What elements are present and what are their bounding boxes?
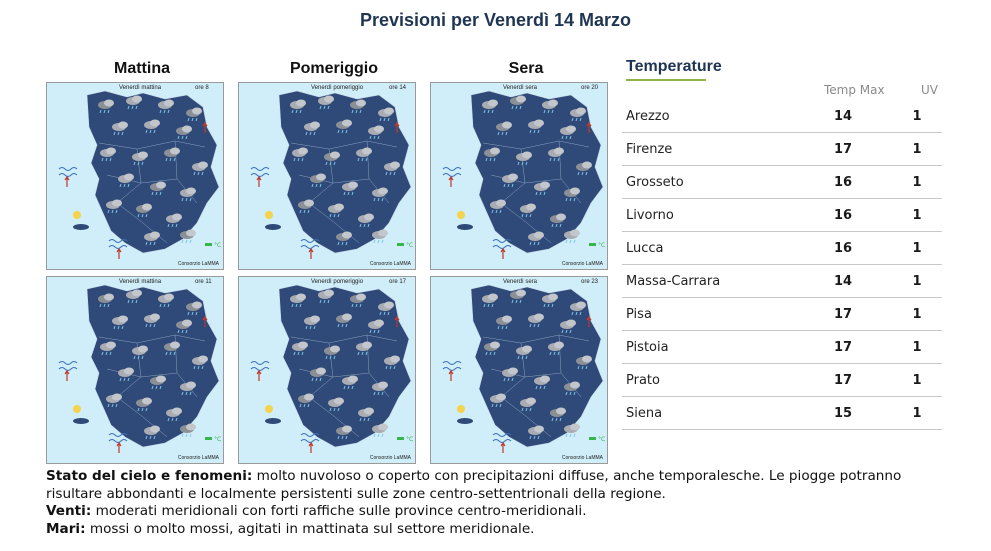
uv-index: 1 — [878, 265, 942, 298]
temp-max: 17 — [808, 364, 878, 397]
temperature-trend-icon — [589, 437, 596, 440]
region-shape — [87, 91, 222, 253]
tuscany-map — [47, 83, 223, 269]
title-underline — [626, 79, 706, 81]
sea-label: Mari: — [46, 520, 86, 537]
table-row — [622, 331, 942, 364]
waves-icon — [59, 362, 77, 365]
region-shape — [279, 285, 414, 447]
map-hour: ore 17 — [389, 279, 407, 285]
forecast-description — [46, 468, 946, 538]
map-credit: Consorzio LaMMA — [177, 261, 219, 267]
temp-max: 15 — [808, 397, 878, 430]
waves-icon — [251, 168, 269, 171]
tuscany-map — [47, 277, 223, 463]
temp-max: 17 — [808, 298, 878, 331]
city-name: Livorno — [622, 199, 808, 232]
sun-icon — [457, 211, 465, 219]
uv-index: 1 — [878, 166, 942, 199]
temperature-trend-icon — [397, 243, 404, 246]
celsius-icon: °C — [598, 436, 606, 443]
temp-max: 17 — [808, 331, 878, 364]
waves-icon — [251, 368, 269, 371]
tuscany-map — [431, 277, 607, 463]
map-credit: Consorzio LaMMA — [369, 261, 411, 267]
wind-arrow-icon — [309, 249, 313, 259]
map-hour: ore 11 — [195, 279, 212, 285]
table-row — [622, 265, 942, 298]
waves-icon — [493, 440, 511, 443]
map-label: Venerdì mattina — [119, 279, 162, 285]
waves-icon — [443, 168, 461, 171]
col-header-tmax: Temp Max — [824, 83, 885, 97]
elba-island — [73, 224, 89, 230]
celsius-icon: °C — [406, 436, 414, 443]
celsius-icon: °C — [598, 242, 606, 249]
elba-island — [457, 418, 473, 424]
col-header-uv: UV — [921, 83, 938, 97]
column-pomeriggio: Pomeriggio — [289, 60, 378, 77]
temp-max: 16 — [808, 199, 878, 232]
waves-icon — [493, 246, 511, 249]
wind-arrow-icon — [65, 371, 69, 381]
forecast-map[interactable] — [46, 82, 224, 270]
temperature-title: Temperature — [626, 58, 722, 75]
forecast-map[interactable] — [430, 82, 608, 270]
tuscany-map — [239, 83, 415, 269]
waves-icon — [109, 440, 127, 443]
forecast-map[interactable] — [46, 276, 224, 464]
wind-paragraph — [46, 503, 946, 521]
city-name: Prato — [622, 364, 808, 397]
uv-index: 1 — [878, 364, 942, 397]
sky-paragraph — [46, 468, 946, 503]
sun-icon — [73, 211, 81, 219]
map-hour: ore 14 — [389, 85, 407, 91]
temperature-table — [622, 100, 942, 430]
wind-arrow-icon — [449, 371, 453, 381]
table-row — [622, 364, 942, 397]
forecast-map[interactable] — [238, 82, 416, 270]
map-hour: ore 20 — [581, 85, 599, 91]
wind-arrow-icon — [65, 177, 69, 187]
temperature-trend-icon — [589, 243, 596, 246]
sky-text: molto nuvoloso o coperto con precipitazioni diffuse, anche temporalesche. Le piogge potranno risultare abbondanti e localmente persistenti sulle zone centro-settentrionali della regione. — [46, 468, 902, 502]
waves-icon — [301, 440, 319, 443]
city-name: Arezzo — [622, 100, 808, 133]
sea-paragraph — [46, 521, 946, 539]
uv-index: 1 — [878, 331, 942, 364]
column-sera: Sera — [508, 60, 544, 77]
uv-index: 1 — [878, 298, 942, 331]
waves-icon — [59, 174, 77, 177]
city-name: Siena — [622, 397, 808, 430]
uv-index: 1 — [878, 397, 942, 430]
uv-index: 1 — [878, 232, 942, 265]
sun-icon — [457, 405, 465, 413]
map-credit: Consorzio LaMMA — [561, 261, 603, 267]
uv-index: 1 — [878, 100, 942, 133]
city-name: Pistoia — [622, 331, 808, 364]
map-label: Venerdì pomeriggio — [311, 85, 364, 91]
uv-index: 1 — [878, 199, 942, 232]
tuscany-map — [239, 277, 415, 463]
page-title: Previsioni per Venerdì 14 Marzo — [359, 10, 632, 30]
map-credit: Consorzio LaMMA — [561, 455, 603, 461]
waves-icon — [251, 362, 269, 365]
wind-arrow-icon — [257, 371, 261, 381]
map-credit: Consorzio LaMMA — [369, 455, 411, 461]
region-shape — [471, 285, 606, 447]
map-label: Venerdì pomeriggio — [311, 279, 364, 285]
column-mattina: Mattina — [114, 60, 170, 77]
wind-text: moderati meridionali con forti raffiche sulle province centro-meridionali. — [91, 503, 587, 519]
wind-arrow-icon — [117, 249, 121, 259]
table-row — [622, 100, 942, 133]
sea-text: mossi o molto mossi, agitati in mattinata sul settore meridionale. — [85, 520, 535, 537]
waves-icon — [109, 246, 127, 249]
region-shape — [471, 91, 606, 253]
city-name: Firenze — [622, 133, 808, 166]
wind-label: Venti: — [46, 503, 92, 519]
temp-max: 17 — [808, 133, 878, 166]
elba-island — [265, 418, 281, 424]
map-hour: ore 23 — [581, 279, 599, 285]
temperature-trend-icon — [205, 437, 212, 440]
elba-island — [457, 224, 473, 230]
waves-icon — [443, 362, 461, 365]
waves-icon — [59, 368, 77, 371]
table-row — [622, 133, 942, 166]
forecast-map[interactable] — [238, 276, 416, 464]
temp-max: 16 — [808, 232, 878, 265]
waves-icon — [443, 174, 461, 177]
temp-max: 14 — [808, 100, 878, 133]
wind-arrow-icon — [257, 177, 261, 187]
map-hour: ore 8 — [195, 85, 209, 91]
wind-arrow-icon — [309, 443, 313, 453]
city-name: Lucca — [622, 232, 808, 265]
wind-arrow-icon — [117, 443, 121, 453]
map-credit: Consorzio LaMMA — [177, 455, 219, 461]
table-row — [622, 232, 942, 265]
elba-island — [73, 418, 89, 424]
map-label: Venerdì sera — [503, 85, 538, 91]
tuscany-map — [431, 83, 607, 269]
map-label: Venerdì sera — [503, 279, 538, 285]
wind-arrow-icon — [449, 177, 453, 187]
table-row — [622, 298, 942, 331]
city-name: Massa-Carrara — [622, 265, 808, 298]
waves-icon — [59, 168, 77, 171]
waves-icon — [301, 246, 319, 249]
celsius-icon: °C — [214, 436, 222, 443]
celsius-icon: °C — [214, 242, 222, 249]
sun-icon — [73, 405, 81, 413]
region-shape — [279, 91, 414, 253]
table-row — [622, 199, 942, 232]
wind-arrow-icon — [501, 249, 505, 259]
forecast-map[interactable] — [430, 276, 608, 464]
uv-index: 1 — [878, 133, 942, 166]
table-row — [622, 166, 942, 199]
celsius-icon: °C — [406, 242, 414, 249]
elba-island — [265, 224, 281, 230]
waves-icon — [443, 368, 461, 371]
map-label: Venerdì mattina — [119, 85, 162, 91]
city-name: Grosseto — [622, 166, 808, 199]
temperature-trend-icon — [397, 437, 404, 440]
temp-max: 16 — [808, 166, 878, 199]
wind-arrow-icon — [501, 443, 505, 453]
sun-icon — [265, 211, 273, 219]
table-row — [622, 397, 942, 430]
city-name: Pisa — [622, 298, 808, 331]
waves-icon — [251, 174, 269, 177]
sky-label: Stato del cielo e fenomeni: — [46, 468, 253, 484]
temperature-trend-icon — [205, 243, 212, 246]
region-shape — [87, 285, 222, 447]
temp-max: 14 — [808, 265, 878, 298]
sun-icon — [265, 405, 273, 413]
